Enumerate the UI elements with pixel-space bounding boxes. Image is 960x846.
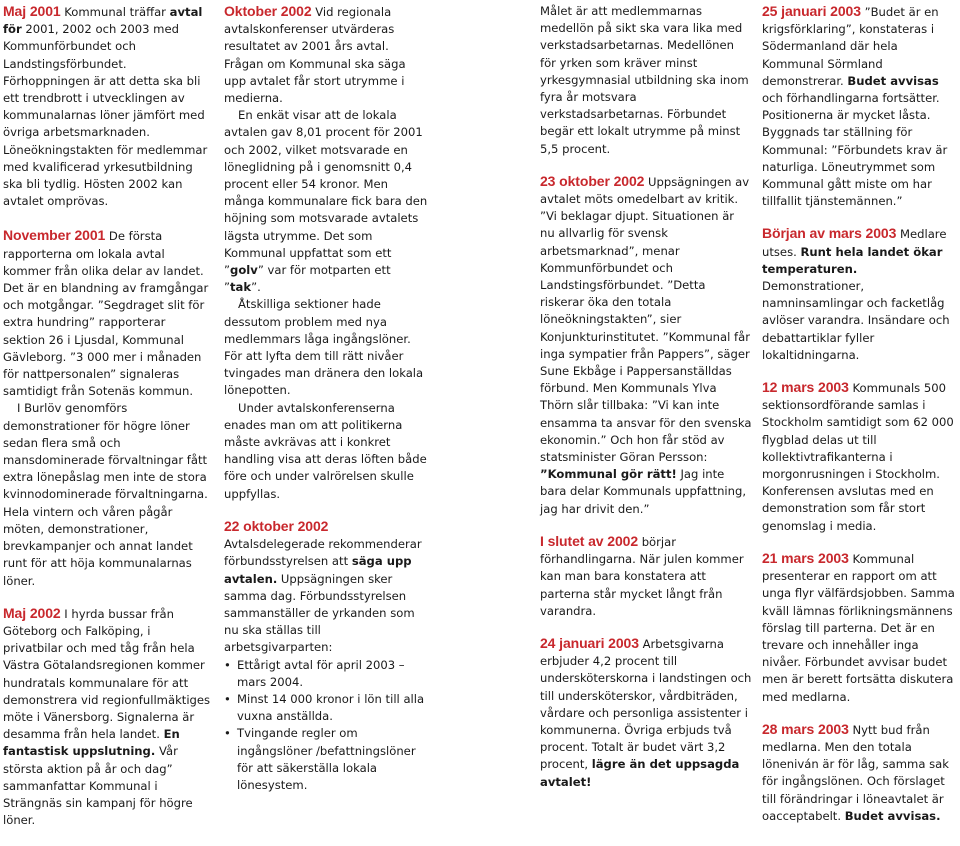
entry-22-okt-2002 [224, 518, 430, 657]
body-text: Arbetsgivarna erbjuder 4,2 procent till undersköterskorna i landstingen och till undersköterskor, vårdbiträden, vårdare och personliga assistenter i kommunerna. Övriga erbjuds två procent. Totalt är budet värt 3,2 procent, [540, 636, 752, 772]
demands-list [224, 657, 430, 795]
column-4 [762, 3, 958, 842]
entry-slutet-2002 [540, 533, 752, 620]
bold-text: avtal för [3, 5, 203, 37]
body-text: I Burlöv genomförs demonstrationer för högre löner sedan flera små och mansdominerade förvaltningar fått extra lönepåslag men inte de stora kvinnodominerade förvaltningarna. Hela vintern och våren pågår möten, demonstrationer, brevkampanjer och annat landet runt för att höja kommunalarnas löner. [3, 401, 208, 588]
column-1 [3, 3, 211, 846]
body-text: Demonstrationer, namninsamlingar och facketlåg avlöser varandra. Insändare och debattartiklar fyller lokaltidningarna. [762, 279, 950, 362]
date-heading: 23 oktober 2002 [540, 172, 645, 189]
body-text: Kommunal presenterar en rapport om att unga flyr välfärdsjobben. Samma kväll lämnas förlikningsmännens förslag till parterna. Det är en trevare och innehåller inga nivåer. Förbundet avvisar budet men är berett fortsätta diskutera med medlarna. [762, 551, 955, 704]
date-heading: 28 mars 2003 [762, 720, 849, 737]
entry-maj-2002 [3, 605, 211, 830]
date-heading: I slutet av 2002 [540, 532, 639, 549]
paragraph [540, 3, 752, 158]
entry-28-mars-2003 [762, 721, 958, 825]
bold-text: Runt hela landet ökar temperaturen. [762, 244, 943, 276]
body-text: De första rapporterna om lokala avtal kommer från olika delar av landet. Det är en blandning av framgångar och motgångar. ”Segdraget slit för extra hundring” rapporterar sektion 26 i Ljusdal, Kommunal Gävleborg. ”3 000 mer i månaden för nattpersonalen” signaleras samtidigt från Sotenäs kommun. [3, 229, 209, 399]
bold-text: golv [230, 263, 258, 278]
bold-text: tak [230, 280, 252, 295]
body-text: Nytt bud från medlarna. Men den totala löneniván är för låg, samma sak för ingångslönen. Och förslaget till förändringar i löneavtalet är oacceptabelt. [762, 722, 949, 823]
body-text: Medlare utses. [762, 227, 947, 259]
body-text: Jag inte bara delar Kommunals uppfattning, jag har drivit den.” [540, 467, 747, 516]
body-text: Vid regionala avtalskonferenser utvärderas resultatet av 2001 års avtal. Frågan om Kommunal ska säga upp avtalet får stort utrymme i medierna. [224, 5, 406, 106]
body-text: Målet är att medlemmarnas medellön på sikt ska vara lika med verkstadsarbetarnas. Medellönen för yrken som kräver minst yrkesgymnasial utbildning ska inom fyra år motsvara verkstadsarbetarnas. Förbundet begär ett lokalt utrymme på minst 5,5 procent. [540, 4, 749, 156]
date-heading: 25 januari 2003 [762, 3, 861, 19]
entry-23-okt-2002 [540, 173, 752, 518]
body-text: ” var för motparten ett ” [224, 263, 391, 295]
entry-12-mars-2003 [762, 379, 958, 535]
body-text: Uppsägningen sker samma dag. Förbundsstyrelsen sammanställer de yrkanden som nu ska ställas till arbetsgivarparten: [224, 571, 415, 655]
list-item: • Ettårigt avtal för april 2003 – mars 2004. [224, 657, 430, 691]
body-text: Under avtalskonferenserna enades man om att politikerna måste avkrävas att i konkret handling visa att deras löften både före och under valrörelsen skulle uppfyllas. [224, 400, 427, 501]
body-text: Åtskilliga sektioner hade dessutom problem med nya medlemmars låga ingångslöner. För att lyfta dem till rätt nivåer tvingades man dränera den lokala lönepotten. [224, 297, 424, 398]
column-3 [540, 3, 752, 808]
bold-text: säga upp avtalen. [224, 554, 412, 586]
bold-text: ”Kommunal gör rätt! [540, 467, 677, 482]
list-item: • Tvingande regler om ingångslöner /befattningslöner för att säkerställa lokala lönesystem. [224, 725, 430, 794]
body-text: Avtalsdelegerade rekommenderar förbundsstyrelsen att [224, 537, 422, 569]
body-text: Uppsägningen av avtalet möts omedelbart av kritik. ”Vi beklagar djupt. Situationen är nu allvarlig för svensk arbetsmarknad”, menar Kommunförbundet och Landstingsförbundet. ”Detta riskerar öka den totala löneökningstakten”, sier Konjunkturinstitutet. ”Kommunal får inga sympatier från Pappers”, säger Sune Ekbåge i Pappersanställdas förbund. Men Kommunals Ylva Thörn slår tillbaka: ”Vi kan inte ensamma ta ansvar för den svenska ekonomin.” Och hon får stöd av statsminister Göran Persson: [540, 174, 752, 465]
bold-text: Budet avvisas. [844, 808, 941, 823]
entry-24-jan-2003 [540, 635, 752, 791]
entry-okt-2002 [224, 3, 430, 107]
paragraph [224, 400, 430, 503]
date-heading: 22 oktober 2002 [224, 517, 329, 534]
bold-text: Budet avvisas [847, 73, 939, 88]
entry-nov-2001 [3, 227, 211, 400]
list-item: • Minst 14 000 kronor i lön till alla vuxna anställda. [224, 691, 430, 725]
date-heading: 21 mars 2003 [762, 549, 849, 566]
entry-maj-2001 [3, 3, 211, 210]
body-text: 2001, 2002 och 2003 med Kommunförbundet och Landstingsförbundet. Förhoppningen är att detta ska bli ett trendbrott i utvecklingen av kommunalarnas löner jämfört med övriga arbetsmarknaden. Löneökningstakten för medlemmar med kvalificerad yrkesutbildning ska bli tydlig. Hösten 2002 kan avtalet omprövas. [3, 22, 208, 209]
date-heading: Oktober 2002 [224, 3, 312, 19]
column-2 [224, 3, 430, 794]
date-heading: November 2001 [3, 227, 106, 244]
bold-text: lägre än det uppsagda avtalet! [540, 757, 740, 789]
date-heading: Maj 2001 [3, 3, 61, 19]
body-text: En enkät visar att de lokala avtalen gav 8,01 procent för 2001 och 2002, vilket motsvarade en löneglidning på i genomsnitt 0,4 procent eller 54 kronor. Men många kommunalare fick bara den höjning som motsvarade avtalets lägsta utrymme. Det som Kommunal uppfattat som ett ” [224, 108, 428, 278]
entry-mars-2003 [762, 225, 958, 364]
body-text: och förhandlingarna fortsätter. Positionerna är mycket låsta. Byggnads tar ställning för Kommunal: ”Förbundets krav är naturliga. Löneutrymmet som Kommunal gått miste om har tillfallit tjänstemännen.” [762, 91, 948, 209]
entry-25-jan-2003 [762, 3, 958, 210]
paragraph [224, 107, 430, 296]
date-heading: 24 januari 2003 [540, 634, 639, 651]
body-text: Kommunal träffar [60, 5, 170, 19]
bold-text: En fantastisk uppslutning. [3, 727, 180, 759]
date-heading: Maj 2002 [3, 604, 61, 621]
paragraph [224, 296, 430, 399]
body-text: Vår största aktion på år och dag” sammanfattar Kommunal i Strängnäs sin kampanj för högre löner. [3, 744, 193, 828]
body-text: I hyrda bussar från Göteborg och Falköping, i privatbilar och med tåg från hela Västra Götalandsregionen kommer hundratals kommunalare för att demonstrera vid regionfullmäktiges möte i Vänersborg. Signalerna är desamma från hela landet. [3, 606, 211, 742]
body-text: börjar förhandlingarna. När julen kommer kan man bara konstatera att parterna står mycket långt från varandra. [540, 534, 744, 618]
entry-21-mars-2003 [762, 550, 958, 706]
body-text: Kommunals 500 sektionsordförande samlas i Stockholm samtidigt som 62 000 flygblad delas ut till kollektivtrafikanterna i morgonrusningen i Stockholm. Konferensen avslutas med en demonstration som får stort genomslag i media. [762, 381, 954, 533]
body-text: ”Budet är en krigsförklaring”, konstateras i Södermanland där hela Kommunal Sörmland demonstrerar. [762, 5, 939, 88]
paragraph [3, 400, 211, 589]
date-heading: Början av mars 2003 [762, 225, 897, 242]
date-heading: 12 mars 2003 [762, 379, 849, 396]
body-text: ”. [251, 280, 261, 295]
